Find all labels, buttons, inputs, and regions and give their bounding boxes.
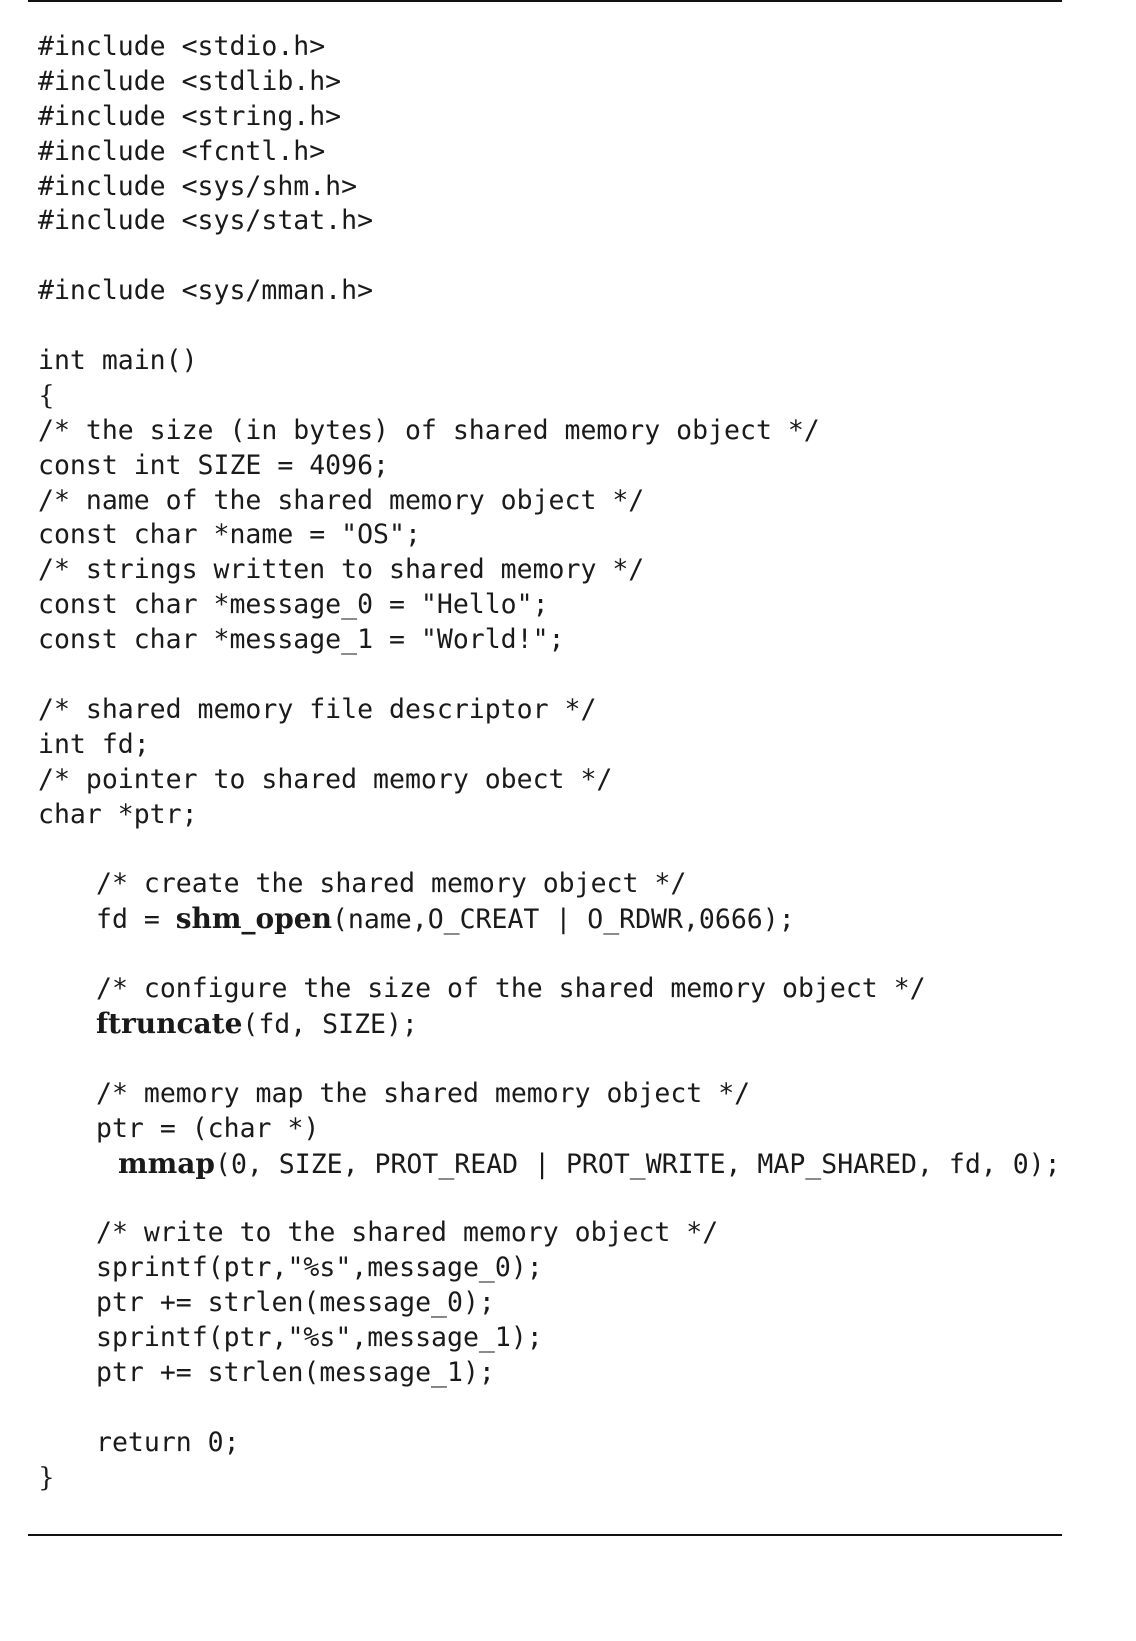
code-text: (name,O_CREAT | O_RDWR,0666); (331, 904, 795, 936)
top-rule (28, 0, 1062, 2)
code-line: /* memory map the shared memory object */ (96, 1077, 751, 1109)
open-brace: { (38, 379, 55, 411)
include-line: #include <sys/mman.h> (38, 275, 374, 307)
blank-line (38, 239, 1128, 274)
code-line: sprintf(ptr,"%s",message_1); (96, 1321, 543, 1353)
code-line: ptr = (char *) (96, 1112, 320, 1144)
include-line: #include <stdio.h> (38, 31, 326, 62)
code-text: fd = (96, 904, 176, 936)
blank-line (38, 1391, 1128, 1426)
include-line: #include <stdlib.h> (38, 65, 342, 97)
code-line: /* configure the size of the shared memory object */ (96, 973, 926, 1005)
include-line: #include <string.h> (38, 100, 342, 132)
code-line: /* name of the shared memory object */ (38, 484, 645, 516)
code-line: /* the size (in bytes) of shared memory object */ (38, 414, 820, 446)
function-name: mmap (118, 1146, 215, 1180)
blank-line (38, 832, 1128, 867)
blank-line (38, 309, 1128, 344)
function-name: shm_open (175, 902, 332, 936)
function-name: ftruncate (96, 1006, 243, 1040)
include-line: #include <fcntl.h> (38, 135, 326, 167)
mmap-call (38, 1147, 1128, 1182)
bottom-rule (28, 1534, 1062, 1536)
code-line: const int SIZE = 4096; (38, 449, 389, 481)
blank-line (38, 1181, 1128, 1216)
code-line: sprintf(ptr,"%s",message_0); (96, 1252, 543, 1284)
code-line: /* strings written to shared memory */ (38, 554, 645, 586)
code-line: const char *message_0 = "Hello"; (38, 589, 549, 621)
return-line: return 0; (96, 1426, 240, 1458)
code-line: const char *message_1 = "World!"; (38, 624, 565, 656)
code-line: int fd; (38, 728, 150, 760)
blank-line (38, 658, 1128, 693)
include-line: #include <sys/stat.h> (38, 205, 374, 237)
code-listing (38, 30, 1128, 1495)
code-line: char *ptr; (38, 798, 198, 830)
include-line: #include <sys/shm.h> (38, 170, 358, 202)
code-line: ptr += strlen(message_1); (96, 1356, 495, 1388)
blank-line (38, 1042, 1128, 1077)
shm-open-call (38, 902, 1128, 937)
code-line: /* write to the shared memory object */ (96, 1217, 719, 1249)
main-signature: int main() (38, 345, 198, 377)
code-line: /* shared memory file descriptor */ (38, 693, 597, 725)
code-line: const char *name = "OS"; (38, 519, 421, 551)
code-text: (0, SIZE, PROT_READ | PROT_WRITE, MAP_SHARED, fd, 0); (214, 1148, 1061, 1180)
close-brace: } (38, 1461, 55, 1493)
code-line: /* pointer to shared memory obect */ (38, 763, 613, 795)
blank-line (38, 937, 1128, 972)
code-text: (fd, SIZE); (242, 1008, 418, 1040)
ftruncate-call (38, 1007, 1128, 1042)
code-line: /* create the shared memory object */ (96, 868, 687, 900)
code-line: ptr += strlen(message_0); (96, 1287, 495, 1319)
